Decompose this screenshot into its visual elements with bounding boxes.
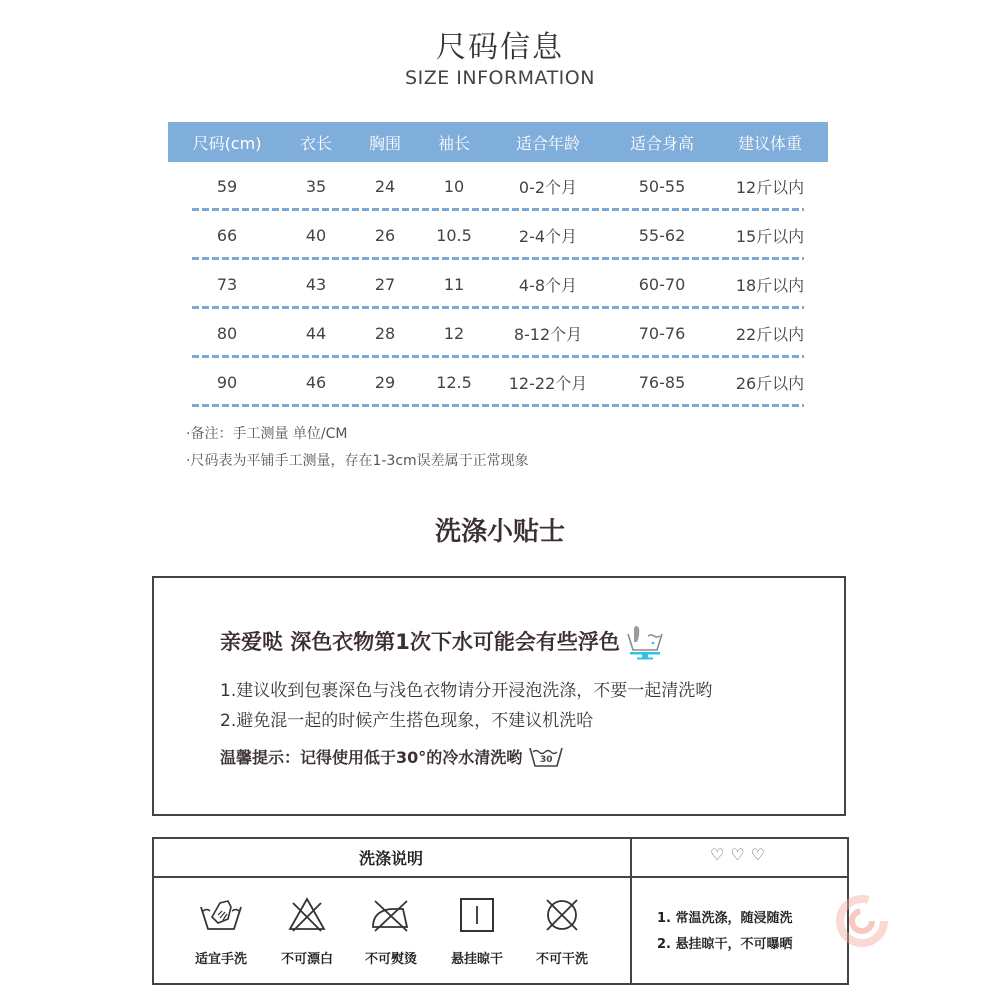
note-measurement: ·备注：手工测量 单位/CM bbox=[186, 426, 348, 442]
no-dry-clean-icon bbox=[517, 895, 607, 939]
table-row bbox=[168, 309, 828, 358]
label-hand-wash: 适宜手洗 bbox=[194, 952, 247, 967]
cell-weight: 18斤以内 bbox=[735, 276, 805, 295]
hand-wash-icon bbox=[176, 895, 266, 939]
no-bleach-icon bbox=[262, 895, 352, 939]
cell-weight: 26斤以内 bbox=[735, 374, 805, 393]
cell-size: 66 bbox=[216, 226, 238, 245]
care-tips-headline bbox=[220, 622, 666, 660]
wash-instructions-title: 洗涤说明 bbox=[358, 849, 423, 868]
cell-weight: 22斤以内 bbox=[735, 325, 805, 344]
warm-tip bbox=[220, 744, 564, 768]
cell-age: 0-2个月 bbox=[518, 178, 578, 197]
wash-note-2: 2. 悬挂晾干，不可曝晒 bbox=[657, 937, 793, 952]
care-tips-title: 洗涤小贴士 bbox=[434, 517, 565, 547]
cell-chest: 27 bbox=[374, 275, 396, 294]
hand-wash-basin-icon bbox=[624, 622, 666, 660]
cell-sleeve: 10.5 bbox=[436, 226, 472, 245]
warm-tip-text: 温馨提示：记得使用低于30°的冷水清洗哟 bbox=[220, 747, 523, 767]
cell-sleeve: 12.5 bbox=[436, 373, 472, 392]
cell-length: 35 bbox=[305, 177, 327, 196]
cell-chest: 26 bbox=[374, 226, 396, 245]
col-header-weight: 建议体重 bbox=[737, 133, 802, 153]
cell-age: 8-12个月 bbox=[513, 325, 583, 344]
care-tip-line-2: 2.避免混一起的时候产生搭色现象，不建议机洗哈 bbox=[220, 711, 594, 731]
cell-size: 80 bbox=[216, 324, 238, 343]
note-tolerance: ·尺码表为平铺手工测量，存在1-3cm误差属于正常现象 bbox=[186, 453, 529, 469]
cell-chest: 28 bbox=[374, 324, 396, 343]
care-tips-headline-text: 亲爱哒 深色衣物第1次下水可能会有些浮色 bbox=[220, 630, 620, 654]
care-tip-line-1: 1.建议收到包裹深色与浅色衣物请分开浸泡洗涤，不要一起清洗哟 bbox=[220, 681, 713, 701]
cell-age: 4-8个月 bbox=[518, 276, 578, 295]
size-table bbox=[168, 122, 828, 407]
cell-weight: 12斤以内 bbox=[735, 178, 805, 197]
size-info-title: 尺码信息 bbox=[436, 30, 564, 65]
cell-size: 59 bbox=[216, 177, 238, 196]
label-hang-dry: 悬挂晾干 bbox=[450, 952, 503, 967]
cell-age: 2-4个月 bbox=[518, 227, 578, 246]
table-row bbox=[168, 211, 828, 260]
label-no-iron: 不可熨烫 bbox=[364, 952, 417, 967]
hang-dry-icon bbox=[432, 895, 522, 939]
cell-size: 90 bbox=[216, 373, 238, 392]
cell-weight: 15斤以内 bbox=[735, 227, 805, 246]
no-iron-icon bbox=[346, 895, 436, 939]
cell-length: 43 bbox=[305, 275, 327, 294]
wash-note-1: 1. 常温洗涤，随浸随洗 bbox=[657, 911, 793, 926]
cell-size: 73 bbox=[216, 275, 238, 294]
table-row bbox=[168, 260, 828, 309]
heart-icons: ♡♡♡ bbox=[709, 845, 772, 864]
table-row bbox=[168, 162, 828, 211]
wash-temp-label: 30 bbox=[540, 755, 553, 765]
cell-chest: 29 bbox=[374, 373, 396, 392]
wash-30-degrees-icon bbox=[528, 744, 564, 768]
cell-height: 70-76 bbox=[638, 324, 686, 343]
col-header-age: 适合年龄 bbox=[515, 133, 580, 153]
cell-height: 76-85 bbox=[638, 373, 686, 392]
cell-length: 40 bbox=[305, 226, 327, 245]
cell-chest: 24 bbox=[374, 177, 396, 196]
watermark-logo-icon bbox=[836, 895, 888, 947]
cell-height: 55-62 bbox=[638, 226, 686, 245]
col-header-sleeve: 袖长 bbox=[437, 133, 470, 153]
col-header-size: 尺码(cm) bbox=[192, 133, 262, 153]
size-info-subtitle: SIZE INFORMATION bbox=[405, 67, 595, 89]
cell-height: 60-70 bbox=[638, 275, 686, 294]
table-divider-horizontal bbox=[152, 876, 849, 878]
table-row bbox=[168, 358, 828, 407]
col-header-chest: 胸围 bbox=[368, 133, 401, 153]
cell-height: 50-55 bbox=[638, 177, 686, 196]
row-divider bbox=[192, 404, 804, 407]
col-header-length: 衣长 bbox=[299, 133, 332, 153]
cell-length: 44 bbox=[305, 324, 327, 343]
label-no-dry-clean: 不可干洗 bbox=[535, 952, 588, 967]
cell-sleeve: 12 bbox=[443, 324, 465, 343]
col-header-height: 适合身高 bbox=[629, 133, 694, 153]
cell-sleeve: 10 bbox=[443, 177, 465, 196]
label-no-bleach: 不可漂白 bbox=[280, 952, 333, 967]
cell-age: 12-22个月 bbox=[508, 374, 588, 393]
size-table-header bbox=[168, 122, 828, 162]
cell-length: 46 bbox=[305, 373, 327, 392]
cell-sleeve: 11 bbox=[443, 275, 465, 294]
